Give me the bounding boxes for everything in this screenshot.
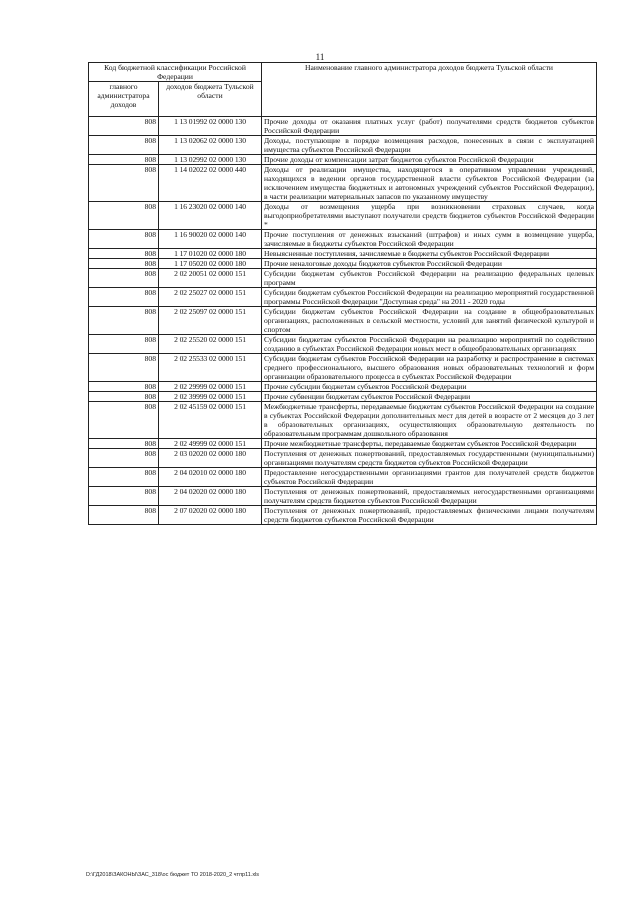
income-code-cell: 1 17 01020 02 0000 180 <box>159 249 262 259</box>
income-code-cell: 2 02 25520 02 0000 151 <box>159 335 262 354</box>
name-column-header: Наименование главного администратора доходов бюджета Тульской области <box>262 63 597 117</box>
admin-code-cell: 808 <box>89 288 159 307</box>
income-code-cell: 1 17 05020 02 0000 180 <box>159 259 262 269</box>
admin-code-cell: 808 <box>89 506 159 525</box>
income-name-cell: Субсидии бюджетам субъектов Российской Федерации на реализацию федеральных целевых программ <box>262 269 597 288</box>
income-code-cell: 2 04 02020 02 0000 180 <box>159 487 262 506</box>
admin-code-cell: 808 <box>89 449 159 468</box>
admin-code-cell: 808 <box>89 202 159 230</box>
table-row <box>89 117 597 136</box>
table-row <box>89 382 597 392</box>
admin-column-header: главного администратора доходов <box>89 82 159 117</box>
admin-code-cell: 808 <box>89 487 159 506</box>
admin-code-cell: 808 <box>89 439 159 449</box>
admin-code-cell: 808 <box>89 165 159 202</box>
table-row <box>89 307 597 335</box>
income-code-cell: 2 02 45159 02 0000 151 <box>159 402 262 439</box>
table-row <box>89 468 597 487</box>
admin-code-cell: 808 <box>89 155 159 165</box>
header-row-group <box>89 63 597 82</box>
income-name-cell: Субсидии бюджетам субъектов Российской Федерации на реализацию мероприятий по содействию созданию в субъектах Российской Федерации новых мест в общеобразовательных организациях <box>262 335 597 354</box>
table-row <box>89 202 597 230</box>
income-name-cell: Субсидии бюджетам субъектов Российской Федерации на реализацию мероприятий государственной программы Российской Федерации "Доступная среда" на 2011 - 2020 годы <box>262 288 597 307</box>
income-code-cell: 1 16 23020 02 0000 140 <box>159 202 262 230</box>
income-name-cell: Невыясненные поступления, зачисляемые в бюджеты субъектов Российской Федерации <box>262 249 597 259</box>
income-name-cell: Поступления от денежных пожертвований, предоставляемых негосударственными организациями получателям средств бюджетов субъектов Российской Федерации <box>262 487 597 506</box>
table-row <box>89 487 597 506</box>
admin-code-cell: 808 <box>89 136 159 155</box>
income-name-cell: Прочие субсидии бюджетам субъектов Российской Федерации <box>262 382 597 392</box>
income-name-cell: Межбюджетные трансферты, передаваемые бюджетам субъектов Российской Федерации на создание в субъектах Российской Федерации дополнительных мест для детей в возрасте от 2 месяцев до 3 лет в образовательных организациях, осуществляющих образовательную деятельность по образовательным программам дошкольного образования <box>262 402 597 439</box>
income-code-cell: 1 13 02062 02 0000 130 <box>159 136 262 155</box>
table-row <box>89 449 597 468</box>
income-code-cell: 1 13 01992 02 0000 130 <box>159 117 262 136</box>
table-row <box>89 136 597 155</box>
table-row <box>89 288 597 307</box>
income-name-cell: Субсидии бюджетам субъектов Российской Федерации на создание в общеобразовательных организациях, расположенных в сельской местности, условий для занятий физической культурой и спортом <box>262 307 597 335</box>
code-group-header: Код бюджетной классификации Российской Федерации <box>89 63 262 82</box>
file-path-footer: D:\ГД2018\ЗАКОНЫ\ЗАС_318\ос бюджет ТО 2018-2020_2 чтпр11.xls <box>86 872 260 878</box>
table-row <box>89 249 597 259</box>
income-code-cell: 2 02 25533 02 0000 151 <box>159 354 262 382</box>
income-name-cell: Предоставление негосударственными организациями грантов для получателей средств бюджетов субъектов Российской Федерации <box>262 468 597 487</box>
page-number: 11 <box>315 52 325 62</box>
income-name-cell: Прочие поступления от денежных взысканий (штрафов) и иных сумм в возмещение ущерба, зачисляемые в бюджеты субъектов Российской Федерации <box>262 230 597 249</box>
income-code-cell: 1 14 02022 02 0000 440 <box>159 165 262 202</box>
table-row <box>89 165 597 202</box>
income-code-cell: 2 02 29999 02 0000 151 <box>159 382 262 392</box>
income-name-cell: Прочие субвенции бюджетам субъектов Российской Федерации <box>262 392 597 402</box>
table-row <box>89 402 597 439</box>
income-name-cell: Прочие неналоговые доходы бюджетов субъектов Российской Федерации <box>262 259 597 269</box>
budget-classification-table <box>88 62 597 525</box>
income-name-cell: Прочие доходы от компенсации затрат бюджетов субъектов Российской Федерации <box>262 155 597 165</box>
admin-code-cell: 808 <box>89 354 159 382</box>
income-name-cell: Доходы от возмещения ущерба при возникновении страховых случаев, когда выгодоприобретателями выступают получатели средств бюджетов субъектов Российской Федерации * <box>262 202 597 230</box>
admin-code-cell: 808 <box>89 392 159 402</box>
income-name-cell: Субсидии бюджетам субъектов Российской Федерации на разработку и распространение в системах среднего профессионального, высшего образования новых образовательных технологий и форм организации образовательного процесса в субъектах Российской Федерации <box>262 354 597 382</box>
income-code-cell: 2 02 25027 02 0000 151 <box>159 288 262 307</box>
income-code-cell: 1 13 02992 02 0000 130 <box>159 155 262 165</box>
admin-code-cell: 808 <box>89 249 159 259</box>
income-code-cell: 2 04 02010 02 0000 180 <box>159 468 262 487</box>
admin-code-cell: 808 <box>89 307 159 335</box>
admin-code-cell: 808 <box>89 468 159 487</box>
income-name-cell: Поступления от денежных пожертвований, предоставляемых физическими лицами получателям средств бюджетов субъектов Российской Федерации <box>262 506 597 525</box>
admin-code-cell: 808 <box>89 117 159 136</box>
income-code-cell: 2 03 02020 02 0000 180 <box>159 449 262 468</box>
admin-code-cell: 808 <box>89 269 159 288</box>
admin-code-cell: 808 <box>89 230 159 249</box>
admin-code-cell: 808 <box>89 382 159 392</box>
income-name-cell: Доходы, поступающие в порядке возмещения расходов, понесенных в связи с эксплуатацией имущества субъектов Российской Федерации <box>262 136 597 155</box>
table-row <box>89 392 597 402</box>
income-code-cell: 2 02 20051 02 0000 151 <box>159 269 262 288</box>
table-row <box>89 354 597 382</box>
income-code-cell: 2 02 49999 02 0000 151 <box>159 439 262 449</box>
income-name-cell: Прочие межбюджетные трансферты, передаваемые бюджетам субъектов Российской Федерации <box>262 439 597 449</box>
admin-code-cell: 808 <box>89 402 159 439</box>
table-row <box>89 439 597 449</box>
income-code-cell: 2 02 39999 02 0000 151 <box>159 392 262 402</box>
table-row <box>89 259 597 269</box>
income-code-cell: 2 07 02020 02 0000 180 <box>159 506 262 525</box>
table-row <box>89 269 597 288</box>
admin-code-cell: 808 <box>89 259 159 269</box>
table-row <box>89 335 597 354</box>
income-column-header: доходов бюджета Тульской области <box>159 82 262 117</box>
table-row <box>89 155 597 165</box>
table-body <box>89 117 597 525</box>
admin-code-cell: 808 <box>89 335 159 354</box>
table-row <box>89 506 597 525</box>
income-name-cell: Прочие доходы от оказания платных услуг (работ) получателями средств бюджетов субъектов Российской Федерации <box>262 117 597 136</box>
table-row <box>89 230 597 249</box>
income-name-cell: Доходы от реализации имущества, находящегося в оперативном управлении учреждений, находящихся в ведении органов государственной власти субъектов Российской Федерации (за исключением имущества бюджетных и автономных учреждений субъектов Российской Федерации), в части реализации материальных запасов по указанному имуществу <box>262 165 597 202</box>
income-name-cell: Поступления от денежных пожертвований, предоставляемых государственными (муниципальными) организациями получателям средств бюджетов субъектов Российской Федерации <box>262 449 597 468</box>
income-code-cell: 2 02 25097 02 0000 151 <box>159 307 262 335</box>
income-code-cell: 1 16 90020 02 0000 140 <box>159 230 262 249</box>
